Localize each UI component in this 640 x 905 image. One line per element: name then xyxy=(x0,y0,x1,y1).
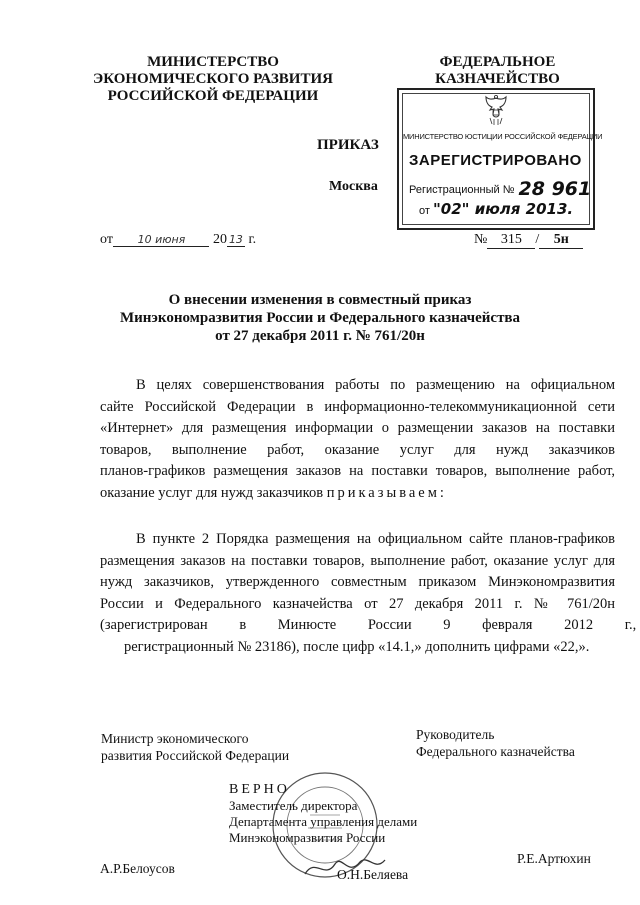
signatory-right-line: Федерального казначейства xyxy=(416,744,575,759)
city: Москва xyxy=(329,179,378,194)
ministry-header-line: РОССИЙСКОЙ ФЕДЕРАЦИИ xyxy=(107,88,319,104)
paragraph-line: «Интернет» для размещения информации о размещении заказов на поставки xyxy=(100,420,615,436)
signatory-right-title xyxy=(416,726,575,760)
paragraph-line: планов-графиков размещения заказов на поставки товаров, выполнение работ, xyxy=(100,463,615,479)
certification-block xyxy=(229,782,417,846)
treasury-header-line: ФЕДЕРАЛЬНОЕ xyxy=(439,54,556,70)
paragraph-line: (зарегистрирован в Минюсте России 9 февраля 2012 г., xyxy=(100,617,637,633)
ministry-header-line: ЭКОНОМИЧЕСКОГО РАЗВИТИЯ xyxy=(93,71,333,87)
certifier-name: О.Н.Беляева xyxy=(337,867,409,882)
certification-verno: ВЕРНО xyxy=(229,782,290,797)
signatory-right-name: Р.Е.Артюхин xyxy=(517,851,591,866)
number-prefix: № xyxy=(474,232,488,247)
certification-line: Заместитель директора xyxy=(229,798,358,813)
paragraph-line xyxy=(100,483,615,505)
order-number xyxy=(474,232,583,249)
stamp-date-value: "02" июля 2013. xyxy=(432,200,574,218)
date-day-month: 10 июня xyxy=(113,233,209,247)
signatory-left-line: Министр экономического xyxy=(101,731,249,746)
paragraph-line: регистрационный № 23186), после цифр «14.1,» дополнить цифрами «22,». xyxy=(124,638,590,655)
paragraph-preamble xyxy=(100,375,615,504)
stamp-date-prefix: от xyxy=(419,205,430,217)
title-line: Минэкономразвития России и Федерального казначейства xyxy=(119,310,521,326)
order-date xyxy=(100,232,256,248)
order-title: ПРИКАЗ xyxy=(317,137,379,153)
treasury-header xyxy=(405,54,590,88)
ministry-header-line: МИНИСТЕРСТВО xyxy=(147,54,279,70)
date-year-prefix: 20 xyxy=(212,232,227,247)
document-title xyxy=(100,291,540,345)
signatory-left-line: развития Российской Федерации xyxy=(101,748,290,763)
paragraph-text: оказание услуг для нужд заказчиков xyxy=(100,484,324,501)
date-suffix: г. xyxy=(248,232,257,247)
treasury-header-line: КАЗНАЧЕЙСТВО xyxy=(435,71,560,87)
signature-icon xyxy=(300,852,390,882)
stamp-reg-line xyxy=(409,176,591,198)
stamp-reg-number: 28 961 xyxy=(518,178,592,200)
paragraph-line: России и Федерального казначейства от 27 декабря 2011 г. № 761/20н xyxy=(100,595,615,612)
stamp-date-line xyxy=(419,200,573,218)
emblem-icon xyxy=(481,94,511,128)
ministry-header xyxy=(88,54,338,105)
stamp-ministry: МИНИСТЕРСТВО ЮСТИЦИИ РОССИЙСКОЙ ФЕДЕРАЦИИ xyxy=(403,132,603,141)
signatory-left-title xyxy=(101,730,289,764)
title-line: от 27 декабря 2011 г. № 761/20н xyxy=(215,328,425,344)
stamp-reg-label: Регистрационный № xyxy=(409,184,515,196)
certification-line: Минэкономразвития России xyxy=(229,830,386,845)
paragraph-line: В пункте 2 Порядка размещения на официальном сайте планов-графиков xyxy=(136,531,615,547)
paragraph-line: товаров, выполнение работ, оказание услуг для нужд заказчиков xyxy=(100,441,615,458)
title-line: О внесении изменения в совместный приказ xyxy=(168,292,472,308)
date-year: 13 xyxy=(228,233,243,246)
order-command: приказываем: xyxy=(326,484,447,501)
number-value: 315 xyxy=(487,232,535,249)
paragraph-line: нужд заказчиков, утвержденного совместным приказом Минэкономразвития xyxy=(100,574,615,590)
signatory-left-name: А.Р.Белоусов xyxy=(100,861,175,876)
certification-line: Департамента управления делами xyxy=(229,814,418,829)
paragraph-line: размещения заказов на поставки товаров, выполнение работ, оказание услуг для xyxy=(100,552,615,569)
paragraph-line: В целях совершенствования работы по размещению на официальном xyxy=(136,377,615,393)
paragraph-line: сайте Российской Федерации в информационно-телекоммуникационной сети xyxy=(100,398,615,415)
date-prefix: от xyxy=(100,232,113,247)
paragraph-amendment xyxy=(100,529,637,658)
registration-stamp xyxy=(397,88,603,230)
signatory-right-line: Руководитель xyxy=(416,727,495,742)
number-suffix: 5н xyxy=(539,232,583,249)
stamp-registered: ЗАРЕГИСТРИРОВАНО xyxy=(409,152,582,169)
number-sep: / xyxy=(535,232,540,247)
